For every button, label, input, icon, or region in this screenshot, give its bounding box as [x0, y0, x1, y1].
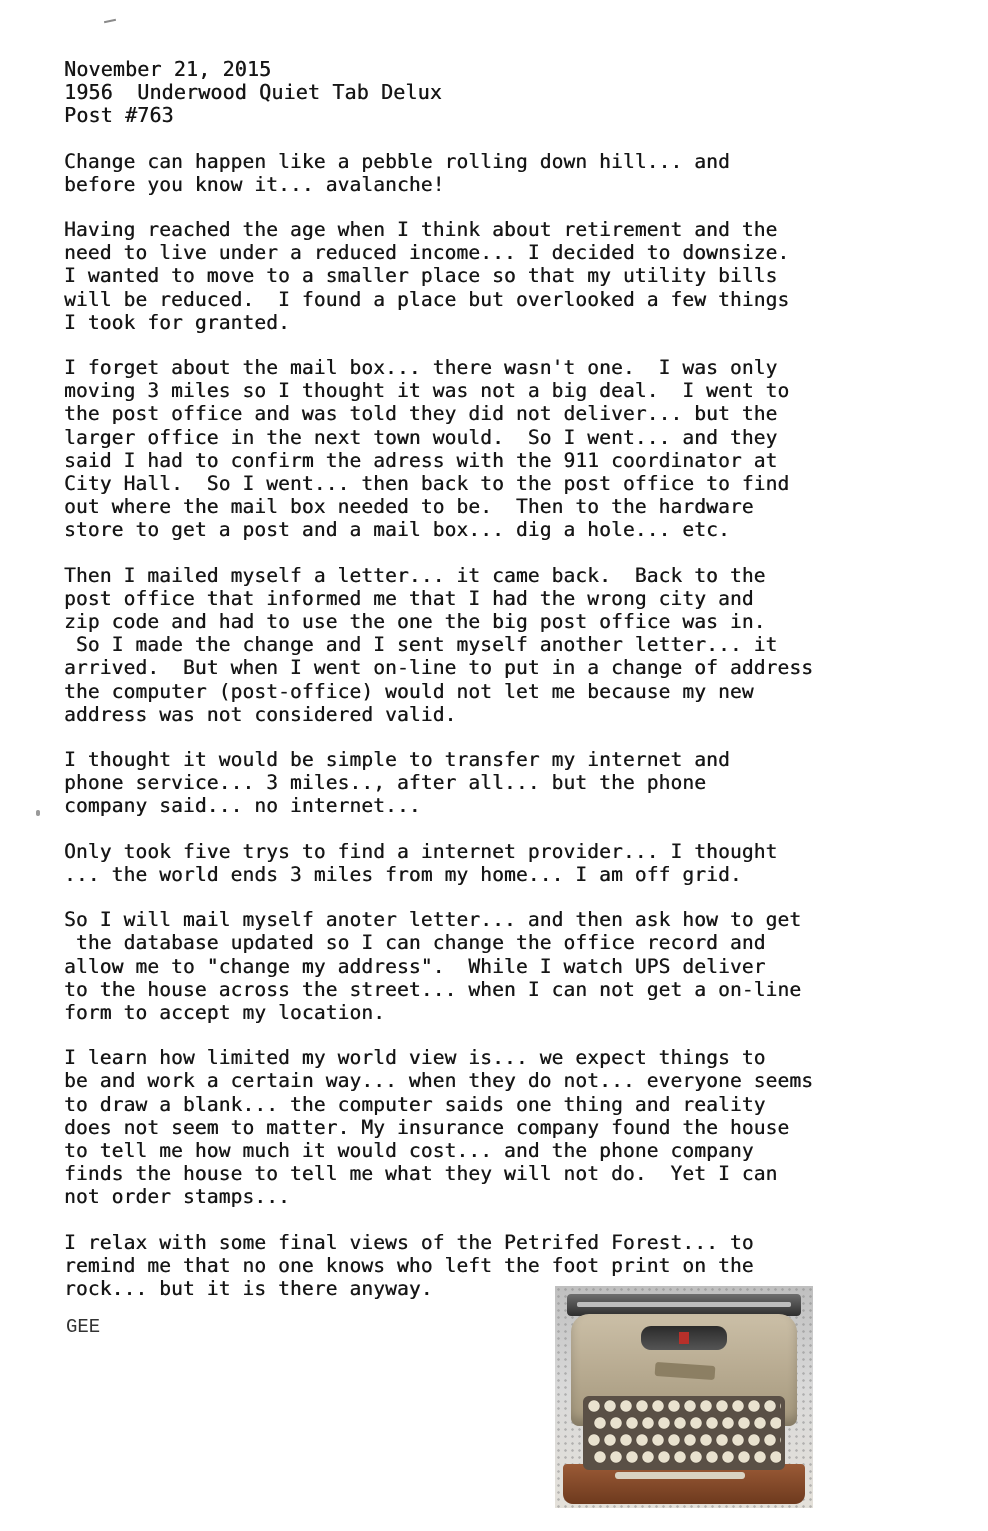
typed-line: Only took five trys to find a internet provider... I thought: [64, 839, 778, 863]
typed-line: I forget about the mail box... there wasn't one. I was only: [64, 356, 778, 380]
typed-line: I thought it would be simple to transfer my internet and: [64, 748, 730, 772]
typed-line: I took for granted.: [64, 310, 290, 334]
typed-line: does not seem to matter. My insurance company found the house: [64, 1115, 790, 1139]
typewriter-brand-badge: [655, 1362, 716, 1380]
key-row: [587, 1433, 781, 1447]
typed-line: be and work a certain way... when they do not... everyone seems: [64, 1069, 814, 1093]
letter-body: [64, 58, 944, 1300]
typed-line: Then I mailed myself a letter... it came back. Back to the: [64, 563, 766, 587]
typed-line: need to live under a reduced income... I decided to downsize.: [64, 241, 790, 265]
key-row: [587, 1399, 781, 1413]
typed-line: remind me that no one knows who left the foot print on the: [64, 1253, 754, 1277]
signature: GEE: [66, 1316, 101, 1338]
typed-line: to tell me how much it would cost... and the phone company: [64, 1138, 754, 1162]
typed-line: I relax with some final views of the Petrifed Forest... to: [64, 1230, 754, 1254]
paper-speck: [36, 810, 40, 816]
typed-line: store to get a post and a mail box... dig a hole... etc.: [64, 518, 730, 542]
typed-line: not order stamps...: [64, 1185, 290, 1209]
letter-header: [64, 58, 944, 128]
typed-line: I wanted to move to a smaller place so that my utility bills: [64, 264, 778, 288]
typewriter-carriage: [567, 1294, 801, 1316]
typed-line: address was not considered valid.: [64, 702, 457, 726]
typed-line: the computer (post-office) would not let me because my new: [64, 679, 754, 703]
typewriter-keyboard: [583, 1396, 785, 1470]
typed-line: phone service... 3 miles.., after all... but the phone: [64, 771, 707, 795]
typed-line: So I will mail myself anoter letter... and then ask how to get: [64, 908, 802, 932]
key-row: [593, 1416, 781, 1430]
typewriter-spacebar: [615, 1472, 745, 1479]
typed-line: larger office in the next town would. So I went... and they: [64, 425, 778, 449]
typed-line: said I had to confirm the adress with the 911 coordinator at: [64, 448, 778, 472]
paragraph: [64, 150, 944, 196]
typed-line: ... the world ends 3 miles from my home... I am off grid.: [64, 862, 742, 886]
typed-line: Change can happen like a pebble rolling down hill... and: [64, 149, 730, 173]
typewriter-model: 1956 Underwood Quiet Tab Delux: [64, 80, 442, 105]
paragraph: [64, 748, 944, 818]
typed-line: out where the mail box needed to be. Then to the hardware: [64, 495, 754, 519]
paragraph: [64, 840, 944, 886]
paragraph: [64, 908, 944, 1024]
key-row: [593, 1450, 781, 1464]
typed-line: will be reduced. I found a place but overlooked a few things: [64, 287, 790, 311]
typed-line: Having reached the age when I think about retirement and the: [64, 218, 778, 242]
typewriter-photo: [555, 1286, 813, 1508]
letter-paragraphs: [64, 150, 944, 1301]
letter-date: November 21, 2015: [64, 57, 272, 81]
typed-line: form to accept my location.: [64, 1000, 386, 1024]
typed-line: zip code and had to use the one the big post office was in.: [64, 610, 766, 634]
post-number: Post #763: [64, 103, 174, 128]
typed-line: rock... but it is there anyway.: [64, 1276, 433, 1300]
typed-line: company said... no internet...: [64, 794, 421, 818]
typed-line: to draw a blank... the computer saids one thing and reality: [64, 1092, 766, 1116]
typed-line: to the house across the street... when I can not get a on-line: [64, 977, 802, 1001]
paragraph: [64, 564, 944, 726]
typewriter-type-window: [641, 1326, 727, 1350]
typewriter-case-base: [563, 1464, 805, 1504]
paragraph: [64, 356, 944, 542]
paragraph: [64, 218, 944, 334]
typed-line: moving 3 miles so I thought it was not a big deal. I went to: [64, 379, 790, 403]
paragraph: [64, 1046, 944, 1208]
typed-line: the post office and was told they did not deliver... but the: [64, 402, 778, 426]
stray-pen-mark: [104, 19, 116, 23]
typed-line: allow me to "change my address". While I watch UPS deliver: [64, 954, 766, 978]
typed-line: before you know it... avalanche!: [64, 172, 445, 196]
typed-line: the database updated so I can change the office record and: [64, 931, 766, 955]
typed-line: I learn how limited my world view is... we expect things to: [64, 1046, 766, 1070]
typed-line: post office that informed me that I had the wrong city and: [64, 586, 754, 610]
typed-line: City Hall. So I went... then back to the post office to find: [64, 472, 790, 496]
typed-line: So I made the change and I sent myself another letter... it: [64, 633, 778, 657]
typed-line: arrived. But when I went on-line to put in a change of address: [64, 656, 814, 680]
typed-line: finds the house to tell me what they will not do. Yet I can: [64, 1162, 778, 1186]
